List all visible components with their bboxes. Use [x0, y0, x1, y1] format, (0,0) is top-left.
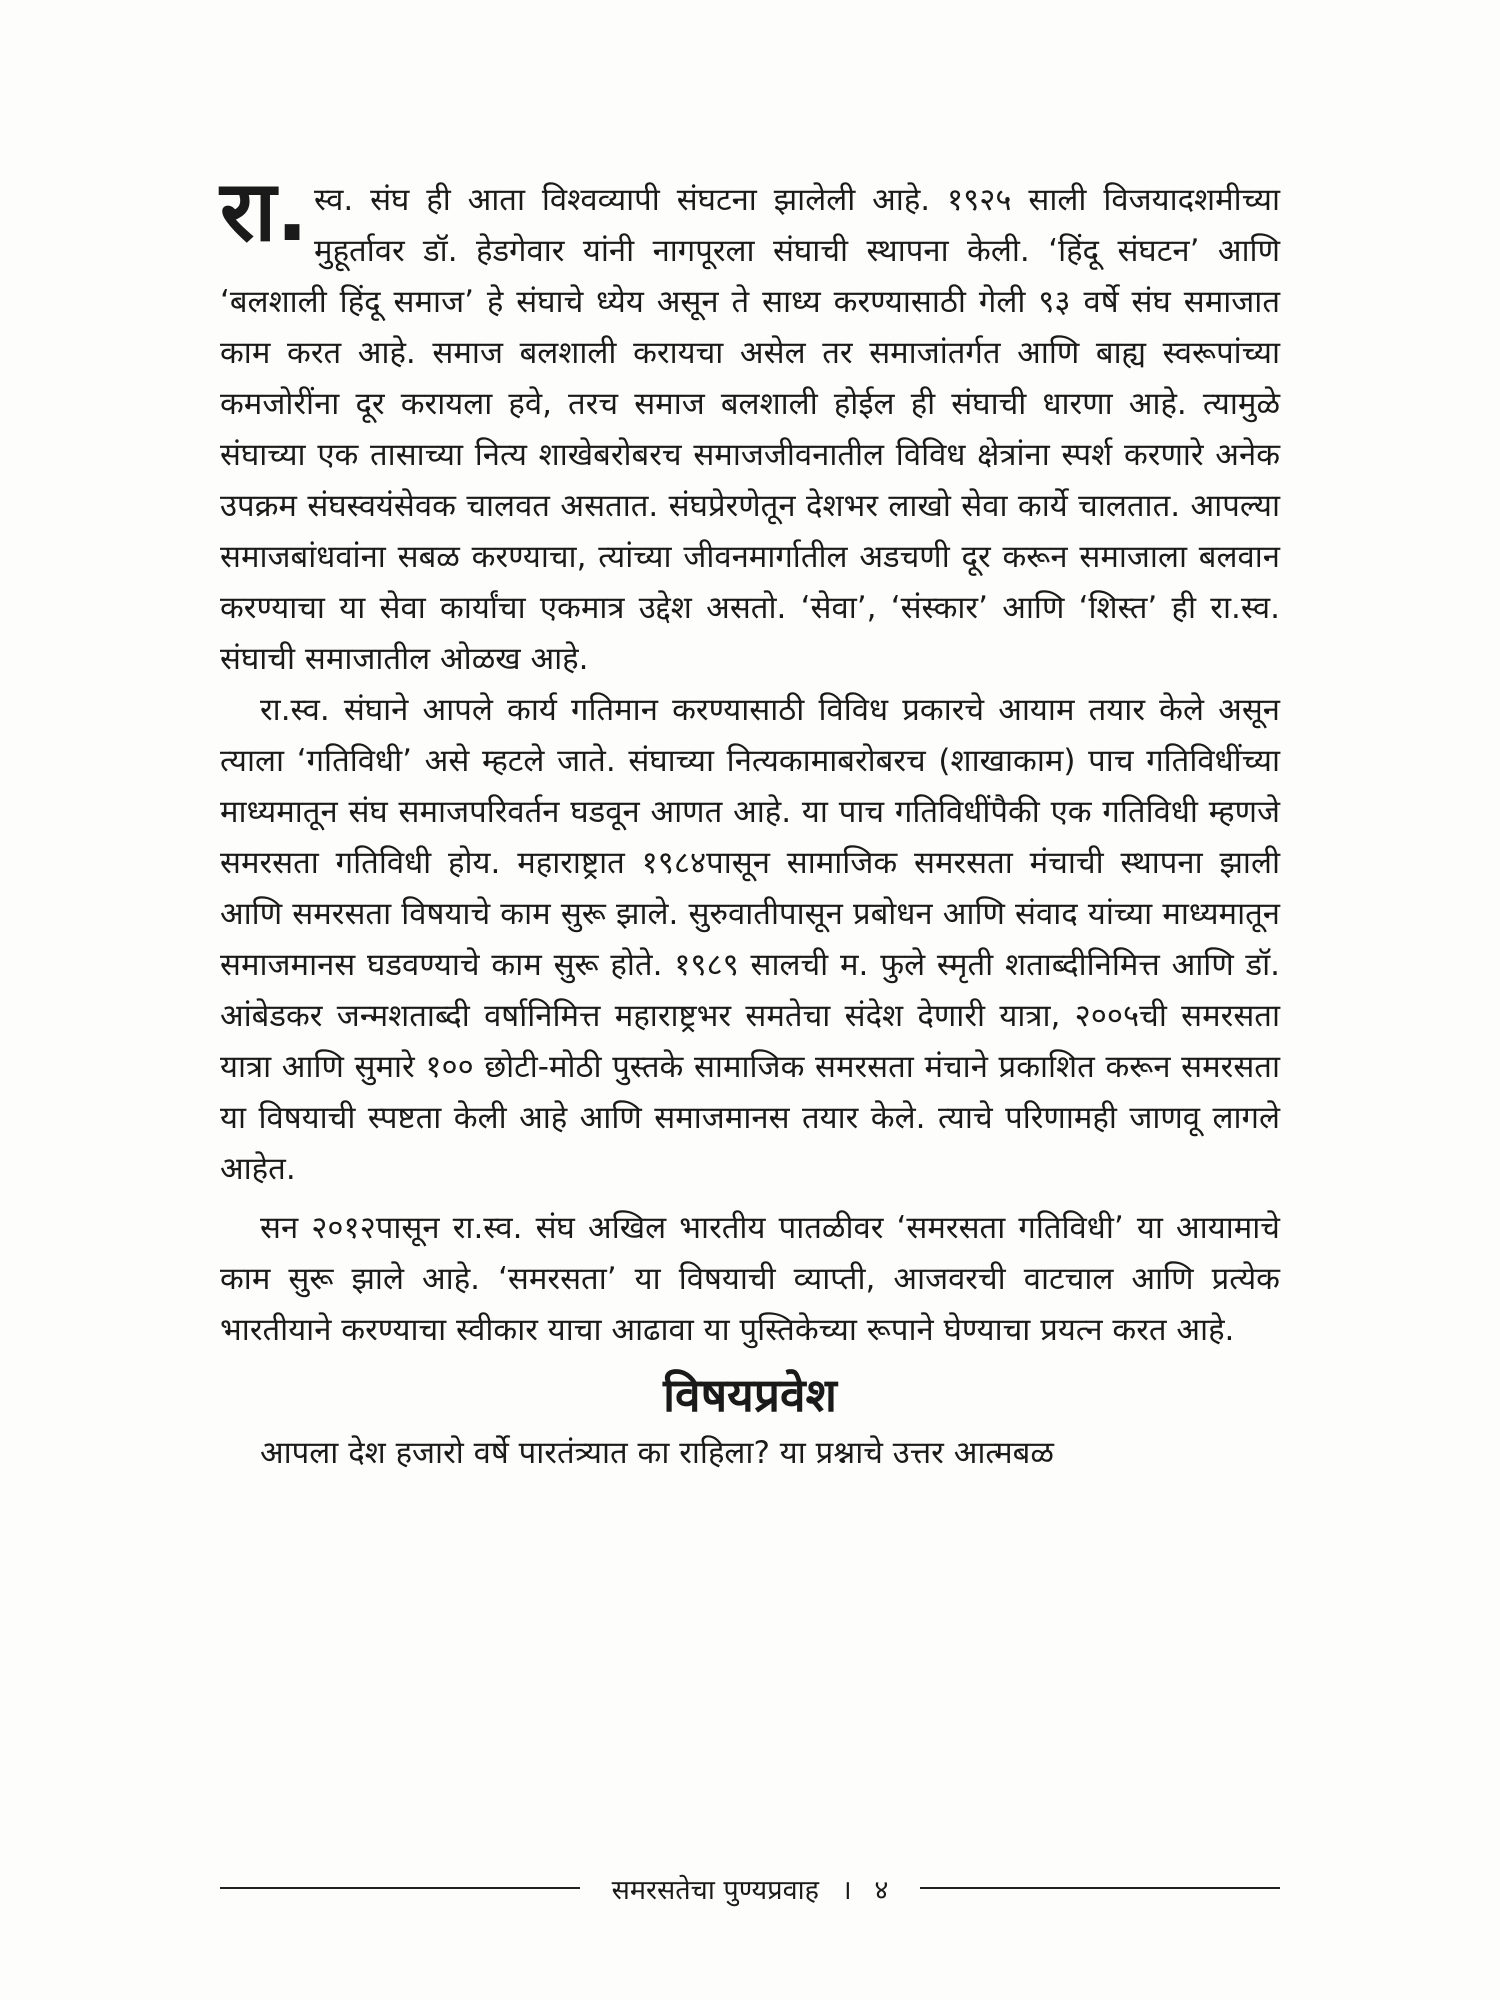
- footer-separator: ।: [841, 1874, 852, 1906]
- footer-rule-right: [920, 1887, 1280, 1889]
- page-body: [220, 162, 1280, 1479]
- section-heading: विषयप्रवेश: [663, 1368, 837, 1422]
- paragraph-gatividhi: रा.स्व. संघाने आपले कार्य गतिमान करण्यासाठी विविध प्रकारचे आयाम तयार केले असून त्याला ‘गतिविधी’ असे म्हटले जाते. संघाच्या नित्यकामाबरोबरच (शाखाकाम) पाच गतिविधींच्या माध्यमातून संघ समाजपरिवर्तन घडवून आणत आहे. या पाच गतिविधींपैकी एक गतिविधी म्हणजे समरसता गतिविधी होय. महाराष्ट्रात १९८४पासून सामाजिक समरसता मंचाची स्थापना झाली आणि समरसता विषयाचे काम सुरू झाले. सुरुवातीपासून प्रबोधन आणि संवाद यांच्या माध्यमातून समाजमानस घडवण्याचे काम सुरू होते. १९८९ सालची म. फुले स्मृती शताब्दीनिमित्त आणि डॉ. आंबेडकर जन्मशताब्दी वर्षानिमित्त महाराष्ट्रभर समतेचा संदेश देणारी यात्रा, २००५ची समरसता यात्रा आणि सुमारे १०० छोटी-मोठी पुस्तके सामाजिक समरसता मंचाने प्रकाशित करून समरसता या विषयाची स्पष्टता केली आहे आणि समाजमानस तयार केले. त्याचे परिणामही जाणवू लागले आहेत.: [220, 692, 1280, 1187]
- paragraph-intro-text: स्व. संघ ही आता विश्वव्यापी संघटना झालेली आहे. १९२५ साली विजयादशमीच्या मुहूर्तावर डॉ. हेडगेवार यांनी नागपूरला संघाची स्थापना केली. ‘हिंदू संघटन’ आणि ‘बलशाली हिंदू समाज’ हे संघाचे ध्येय असून ते साध्य करण्यासाठी गेली ९३ वर्षे संघ समाजात काम करत आहे. समाज बलशाली करायचा असेल तर समाजांतर्गत आणि बाह्य स्वरूपांच्या कमजोरींना दूर करायला हवे, तरच समाज बलशाली होईल ही संघाची धारणा आहे. त्यामुळे संघाच्या एक तासाच्या नित्य शाखेबरोबरच समाजजीवनातील विविध क्षेत्रांना स्पर्श करणारे अनेक उपक्रम संघस्वयंसेवक चालवत असतात. संघप्रेरणेतून देशभर लाखो सेवा कार्ये चालतात. आपल्या समाजबांधवांना सबळ करण्याचा, त्यांच्या जीवनमार्गातील अडचणी दूर करून समाजाला बलवान करण्याचा या सेवा कार्यांचा एकमात्र उद्देश असतो. ‘सेवा’, ‘संस्कार’ आणि ‘शिस्त’ ही रा.स्व. संघाची समाजातील ओळख आहे.: [220, 182, 1280, 677]
- paragraph-intro: [220, 162, 1280, 685]
- page-number: ४: [874, 1874, 889, 1906]
- paragraph-since-2012: सन २०१२पासून रा.स्व. संघ अखिल भारतीय पातळीवर ‘समरसता गतिविधी’ या आयामाचे काम सुरू झाले आहे. ‘समरसता’ या विषयाची व्याप्ती, आजवरची वाटचाल आणि प्रत्येक भारतीयाने करण्याचा स्वीकार याचा आढावा या पुस्तिकेच्या रूपाने घेण्याचा प्रयत्न करत आहे.: [220, 1210, 1280, 1348]
- footer-text: [580, 1870, 921, 1907]
- book-title: समरसतेचा पुण्यप्रवाह: [611, 1874, 819, 1906]
- drop-cap: रा.: [220, 162, 309, 260]
- footer-rule-left: [220, 1887, 580, 1889]
- page-footer: [220, 1868, 1280, 1908]
- paragraph-closing-line: आपला देश हजारो वर्षे पारतंत्र्यात का राहिला? या प्रश्नाचे उत्तर आत्मबळ: [260, 1435, 1054, 1471]
